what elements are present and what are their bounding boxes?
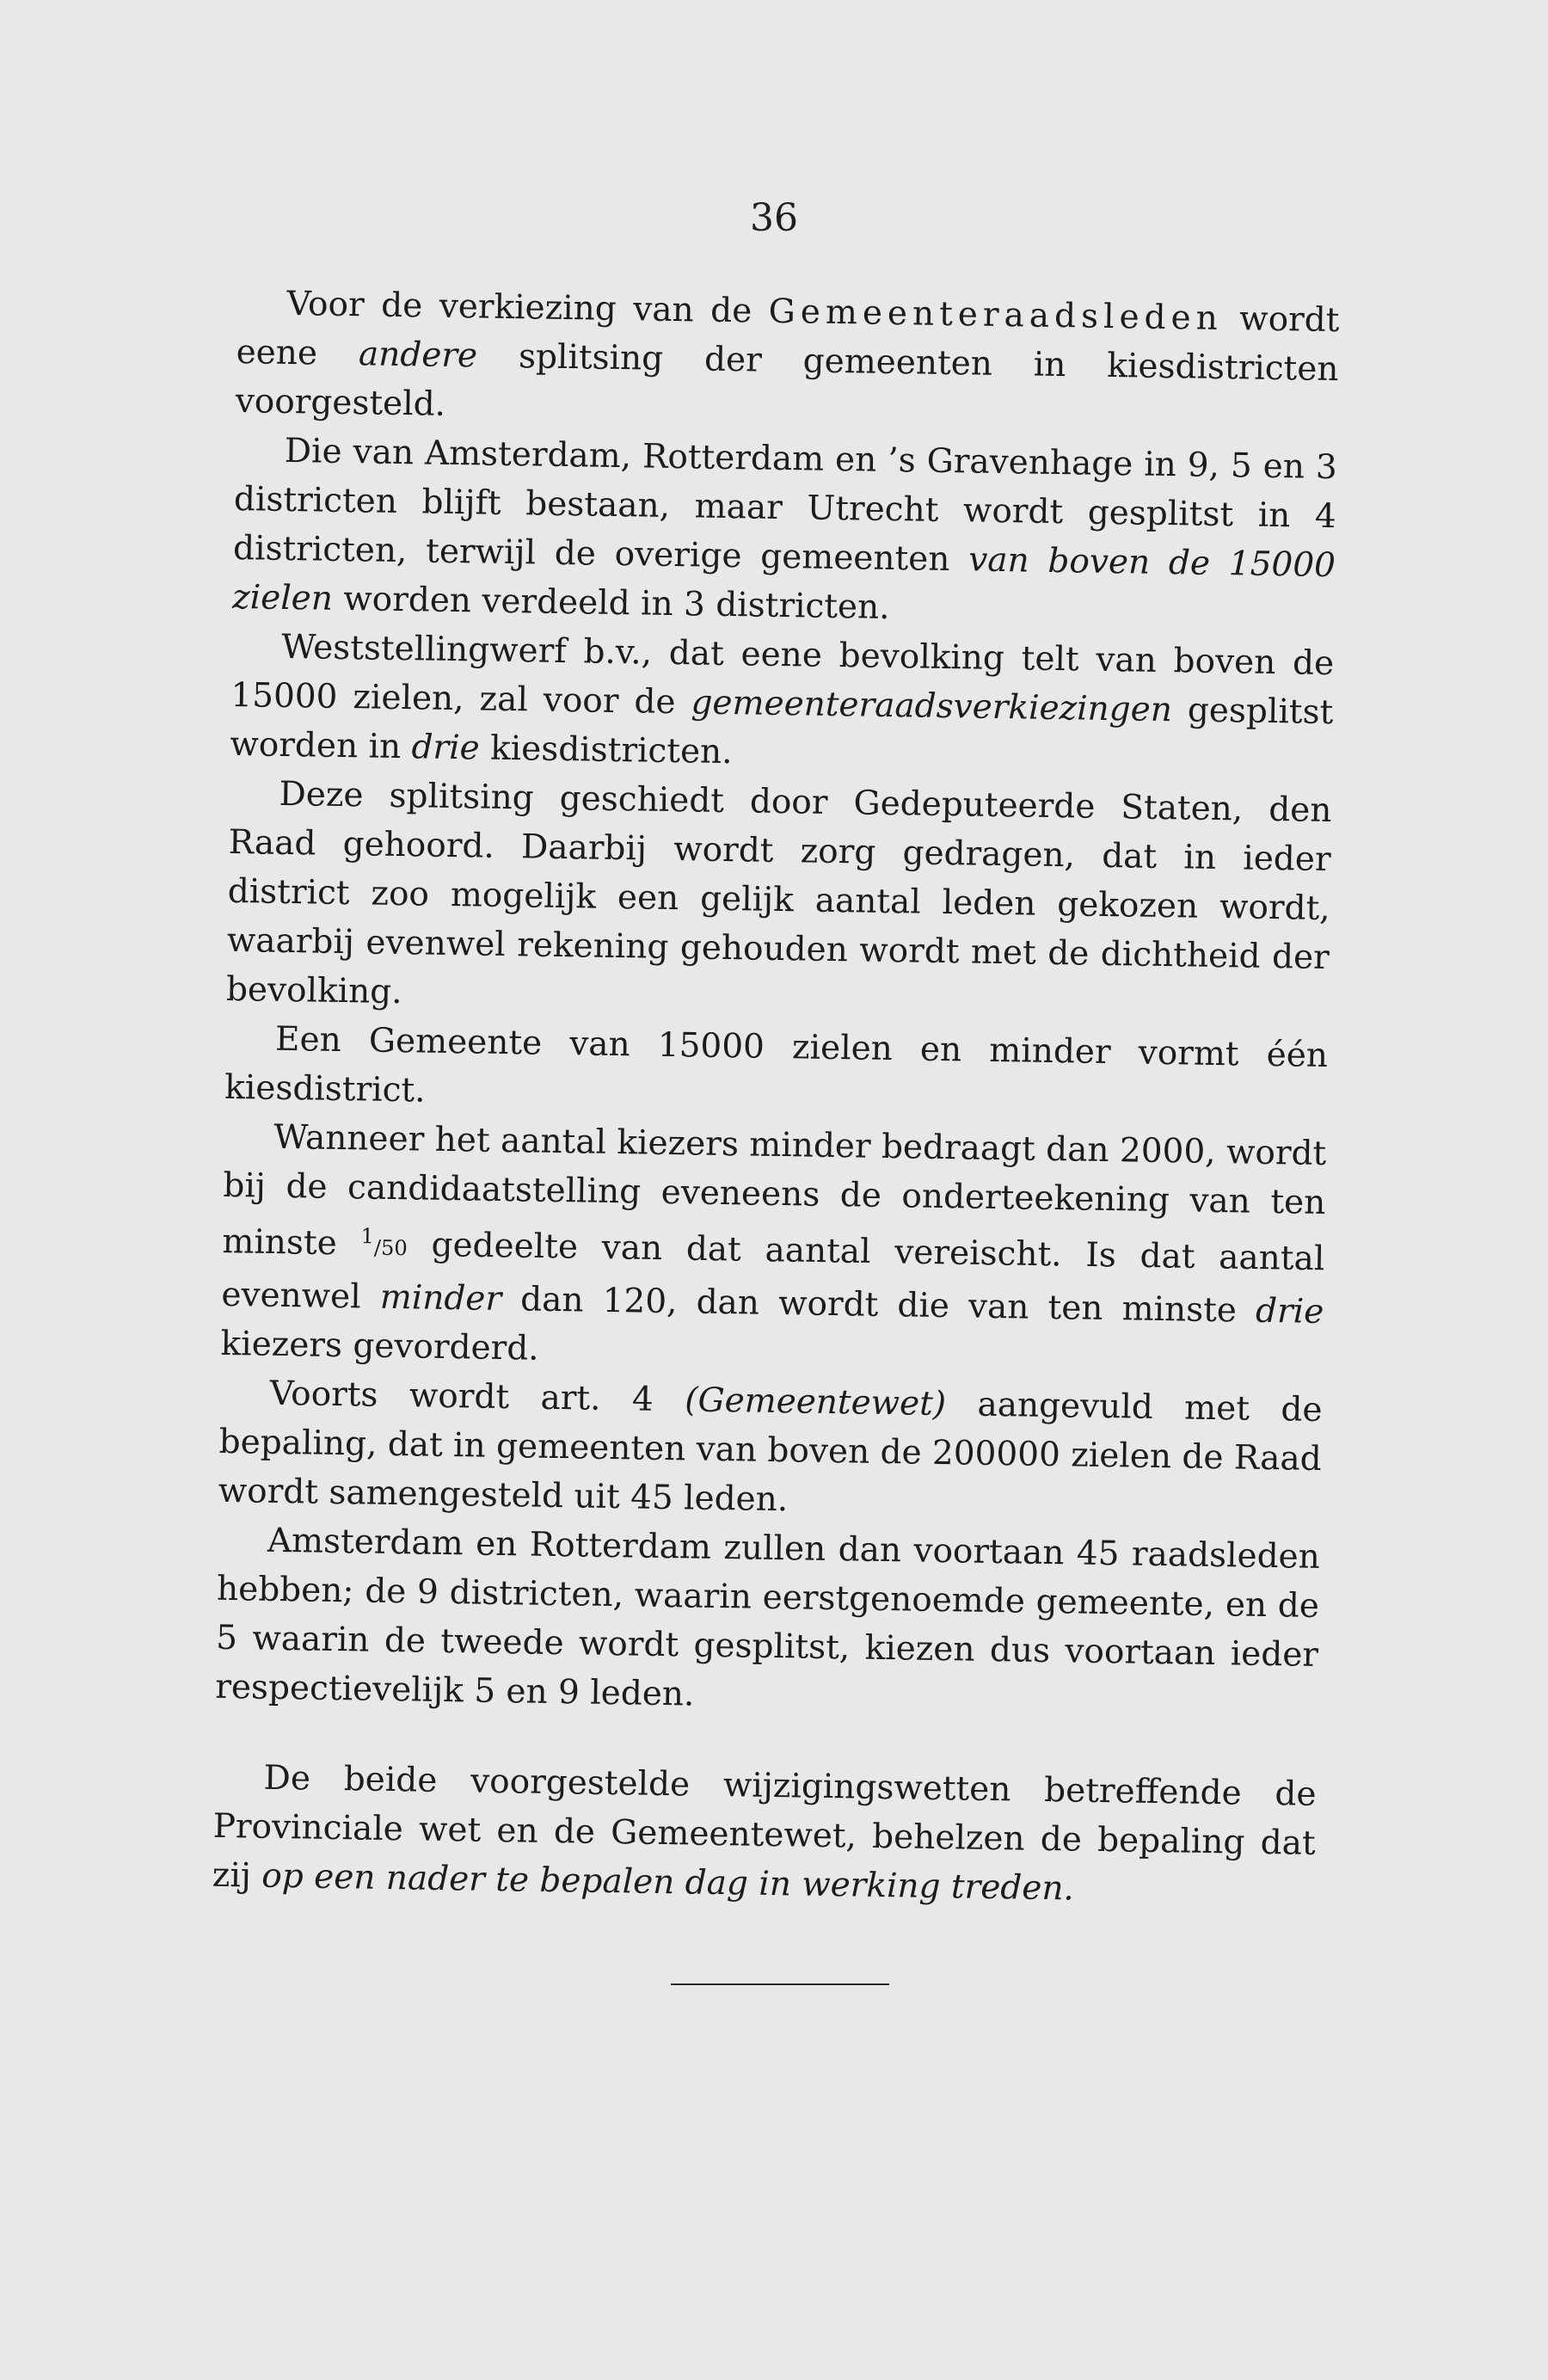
- italic-text: gemeenteraadsverkiezingen: [691, 683, 1173, 730]
- fraction-denominator: 50: [380, 1236, 408, 1261]
- paragraph: [232, 426, 1337, 639]
- text-run: Amsterdam en Rotterdam zullen dan voortaan 45 raadsleden hebben; de 9 districten, waarin eerstgenoemde gemeente, en de 5 waarin de tweede wordt gesplitst, kiezen dus voortaan ieder respectievelijk 5 en 9 leden.: [214, 1522, 1321, 1714]
- italic-text: minder: [379, 1278, 502, 1319]
- italic-text: op een nader te bepalen dag in werking treden.: [261, 1856, 1075, 1909]
- paragraph: [212, 1753, 1317, 1917]
- paragraph: [220, 1112, 1327, 1386]
- paragraph: [215, 1516, 1320, 1729]
- text-run: De beide voorgestelde wijzigingswetten betreffende de Provinciale wet en de Gemeentewet, behelzen de bepaling dat zij: [212, 1758, 1317, 1896]
- text-run: worden verdeeld in 3 districten.: [332, 579, 890, 627]
- text-run: gesplitst worden in: [230, 691, 1334, 767]
- text-run: dan 120, dan wordt die van ten minste: [501, 1280, 1256, 1331]
- italic-text: van boven de 15000 zielen: [231, 540, 1336, 618]
- paragraph: [230, 622, 1335, 786]
- text-run: aangevuld met de bepaling, dat in gemeenten van boven de 200000 zielen de Raad wordt samengesteld uit 45 leden.: [218, 1385, 1323, 1520]
- text-run: Weststellingwerf b.v., dat eene bevolking telt van boven de 15000 zielen, zal voor de: [230, 627, 1335, 723]
- closing-rule: [671, 1983, 889, 1985]
- text-run: Deze splitsing geschiedt door Gedeputeerde Staten, den Raad gehoord. Daarbij wordt zorg gedragen, dat in ieder district zoo mogelijk een gelijk aantal leden gekozen wordt, waarbij evenwel rekening gehouden wordt met de dichtheid der bevolking.: [225, 774, 1332, 1012]
- text-run: Die van Amsterdam, Rotterdam en ’s Gravenhage in 9, 5 en 3 districten blijft bestaan, maar Utrecht wordt gesplitst in 4 districten, terwijl de overige gemeenten: [232, 431, 1338, 580]
- text-run: Voorts wordt art. 4: [269, 1374, 685, 1420]
- text-run: kiezers gevorderd.: [220, 1325, 539, 1368]
- page-number: 36: [750, 196, 798, 240]
- fraction-slash: /: [373, 1235, 382, 1261]
- italic-text: (Gemeentewet): [684, 1381, 947, 1424]
- text-run: splitsing der gemeenten in kiesdistricten voorgesteld.: [235, 336, 1339, 424]
- text-run: Wanneer het aantal kiezers minder bedraagt dan 2000, wordt bij de candidaatstelling eveneens de onderteekening van ten minste: [222, 1117, 1327, 1264]
- body-text: [212, 279, 1339, 1917]
- text-run: wordt eene: [236, 299, 1340, 374]
- spaced-text: Gemeenteraadsleden: [768, 292, 1224, 338]
- text-run: kiesdistricten.: [479, 729, 733, 772]
- fraction-numerator: 1: [360, 1224, 375, 1249]
- italic-text: andere: [358, 335, 478, 376]
- text-run: gedeelte van dat aantal vereischt. Is dat aantal evenwel: [221, 1225, 1325, 1318]
- italic-text: drie: [1255, 1292, 1324, 1332]
- paragraph: [235, 279, 1340, 443]
- paragraph: [226, 769, 1332, 1031]
- italic-text: drie: [411, 728, 481, 768]
- text-run: Een Gemeente van 15000 zielen en minder vormt één kiesdistrict.: [224, 1019, 1329, 1110]
- text-run: Voor de verkiezing van de: [286, 284, 770, 331]
- paragraph: [218, 1368, 1323, 1533]
- paragraph: [224, 1014, 1329, 1129]
- fraction: [360, 1224, 408, 1261]
